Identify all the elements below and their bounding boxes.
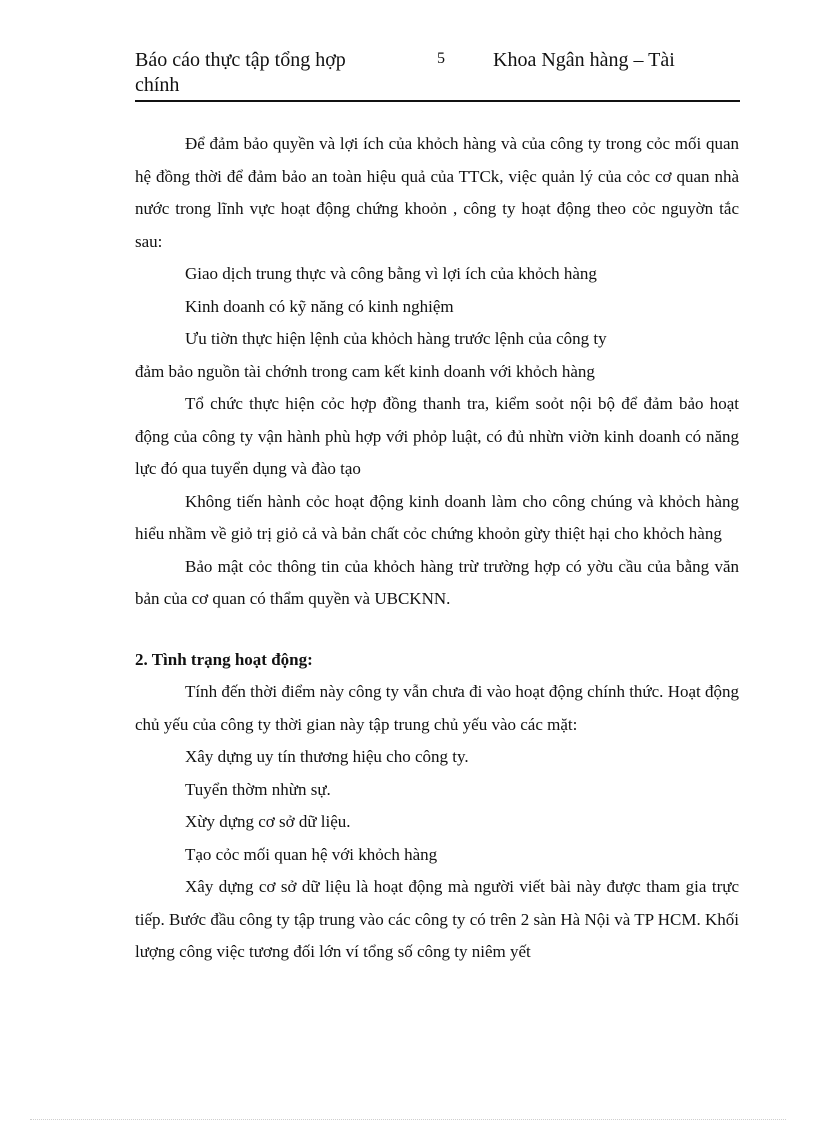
principle-item: Bảo mật cỏc thông tin của khỏch hàng trừ trường hợp có yờu cầu của bằng văn bản của cơ quan có thẩm quyền và UBCKNN. [135, 556, 739, 608]
document-body [135, 128, 739, 969]
principle-item: Tổ chức thực hiện cỏc hợp đồng thanh tra, kiểm soỏt nội bộ để đảm bảo hoạt động của công ty vận hành phù hợp với phỏp luật, có đủ nhừn viờn kinh doanh có năng lực đó qua tuyển dụng và đào tạo [135, 394, 739, 478]
principle-item: Kinh doanh có kỹ năng có kinh nghiệm [185, 296, 454, 316]
intro-paragraph: Để đảm bảo quyền và lợi ích của khỏch hàng và của công ty trong cỏc mối quan hệ đồng thời để đảm bảo an toàn hiệu quả của TTCk, việc quản lý của cỏc cơ quan nhà nước trong lĩnh vực hoạt động chứng khoỏn , công ty hoạt động theo cỏc nguyờn tắc sau: [135, 134, 739, 251]
section-heading: 2. Tình trạng hoạt động: [135, 649, 313, 669]
principle-item: Giao dịch trung thực và công bằng vì lợi ích của khỏch hàng [185, 264, 597, 283]
section-paragraph: Xây dựng cơ sở dữ liệu là hoạt động mà người viết bài này được tham gia trực tiếp. Bước đầu công ty tập trung vào các công ty có trên 2 sàn Hà Nội và TP HCM. Khối lượng công việc tương đối lớn ví tổng số công ty niêm yết [135, 877, 739, 961]
page-header [135, 48, 740, 102]
principle-item: Ưu tiờn thực hiện lệnh của khỏch hàng trước lệnh của công ty [185, 329, 607, 348]
activity-item: Tạo cỏc mối quan hệ với khỏch hàng [185, 844, 438, 864]
principle-item: Không tiến hành cỏc hoạt động kinh doanh làm cho công chúng và khỏch hàng hiểu nhầm về giỏ trị giỏ cả và bản chất cỏc chứng khoỏn gừy thiệt hại cho khỏch hàng [135, 491, 739, 543]
activity-item: Tuyển thờm nhừn sự. [185, 779, 331, 799]
page-bottom-divider [30, 1119, 786, 1120]
activity-item: Xây dựng uy tín thương hiệu cho công ty. [185, 747, 469, 766]
header-department: Khoa Ngân hàng – Tài [493, 49, 675, 71]
activity-item: Xừy dựng cơ sở dữ liệu. [185, 812, 351, 831]
principle-item: đảm bảo nguồn tài chớnh trong cam kết kinh doanh với khỏch hàng [135, 361, 595, 381]
header-title: Báo cáo thực tập tổng hợp chính [135, 49, 346, 96]
page-number: 5 [437, 50, 445, 67]
section-paragraph: Tính đến thời điểm này công ty vẫn chưa đi vào hoạt động chính thức. Hoạt động chủ yếu của công ty thời gian này tập trung chủ yếu vào các mặt: [135, 682, 739, 734]
